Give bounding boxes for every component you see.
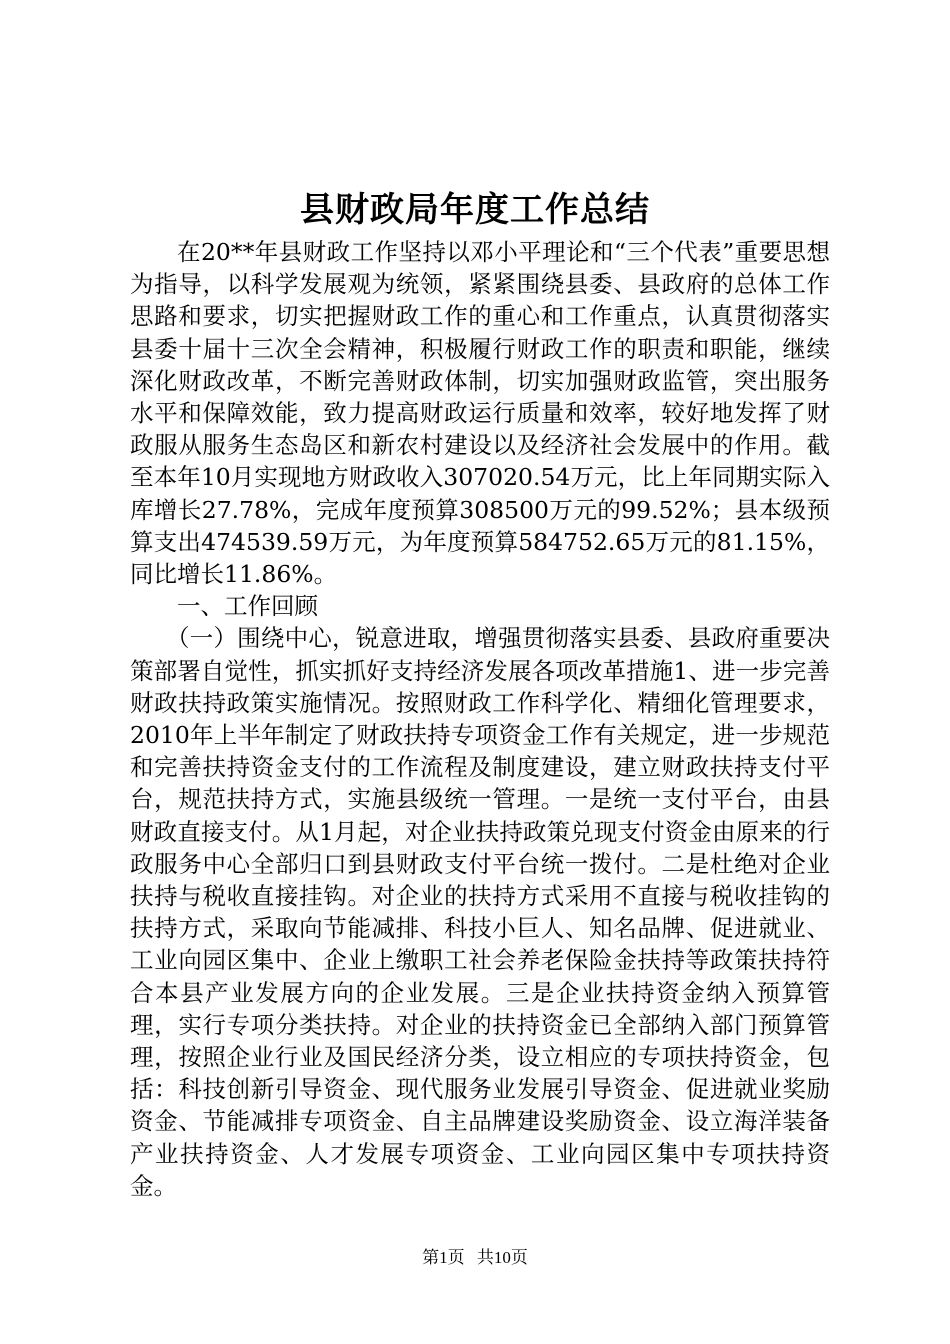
page-footer: [0, 1243, 950, 1268]
section-heading: 一、工作回顾: [177, 592, 318, 621]
document-title: 县财政局年度工作总结: [300, 190, 650, 230]
page-number: 第1页: [422, 1248, 465, 1267]
subsection-paragraph: （一）围绕中心，锐意进取，增强贯彻落实县委、县政府重要决策部署自觉性，抓实抓好支持经济发展各项改革措施1、进一步完善财政扶持政策实施情况。按照财政工作科学化、精细化管理要求，2010年上半年制定了财政扶持专项资金工作有关规定，进一步规范和完善扶持资金支付的工作流程及制度建设，建立财政扶持支付平台，规范扶持方式，实施县级统一管理。一是统一支付平台，由县财政直接支付。从1月起，对企业扶持政策兑现支付资金由原来的行政服务中心全部归口到县财政支付平台统一拨付。二是杜绝对企业扶持与税收直接挂钩。对企业的扶持方式采用不直接与税收挂钩的扶持方式，采取向节能减排、科技小巨人、知名品牌、促进就业、工业向园区集中、企业上缴职工社会养老保险金扶持等政策扶持符合本县产业发展方向的企业发展。三是企业扶持资金纳入预算管理，实行专项分类扶持。对企业的扶持资金已全部纳入部门预算管理，按照企业行业及国民经济分类，设立相应的专项扶持资金，包括：科技创新引导资金、现代服务业发展引导资金、促进就业奖励资金、节能减排专项资金、自主品牌建设奖励资金、设立海洋装备产业扶持资金、人才发展专项资金、工业向园区集中专项扶持资金。: [130, 624, 830, 1200]
document-body: [130, 236, 830, 1202]
page-total: 共10页: [476, 1248, 528, 1267]
intro-paragraph: 在20**年县财政工作坚持以邓小平理论和“三个代表”重要思想为指导，以科学发展观为统领，紧紧围绕县委、县政府的总体工作思路和要求，切实把握财政工作的重心和工作重点，认真贯彻落实县委十届十三次全会精神，积极履行财政工作的职责和职能，继续深化财政改革，不断完善财政体制，切实加强财政监管，突出服务水平和保障效能，致力提高财政运行质量和效率，较好地发挥了财政服从服务生态岛区和新农村建设以及经济社会发展中的作用。截至本年10月实现地方财政收入307020.54万元，比上年同期实际入库增长27.78%，完成年度预算308500万元的99.52%；县本级预算支出474539.59万元，为年度预算584752.65万元的81.15%，同比增长11.86%。: [130, 238, 830, 589]
